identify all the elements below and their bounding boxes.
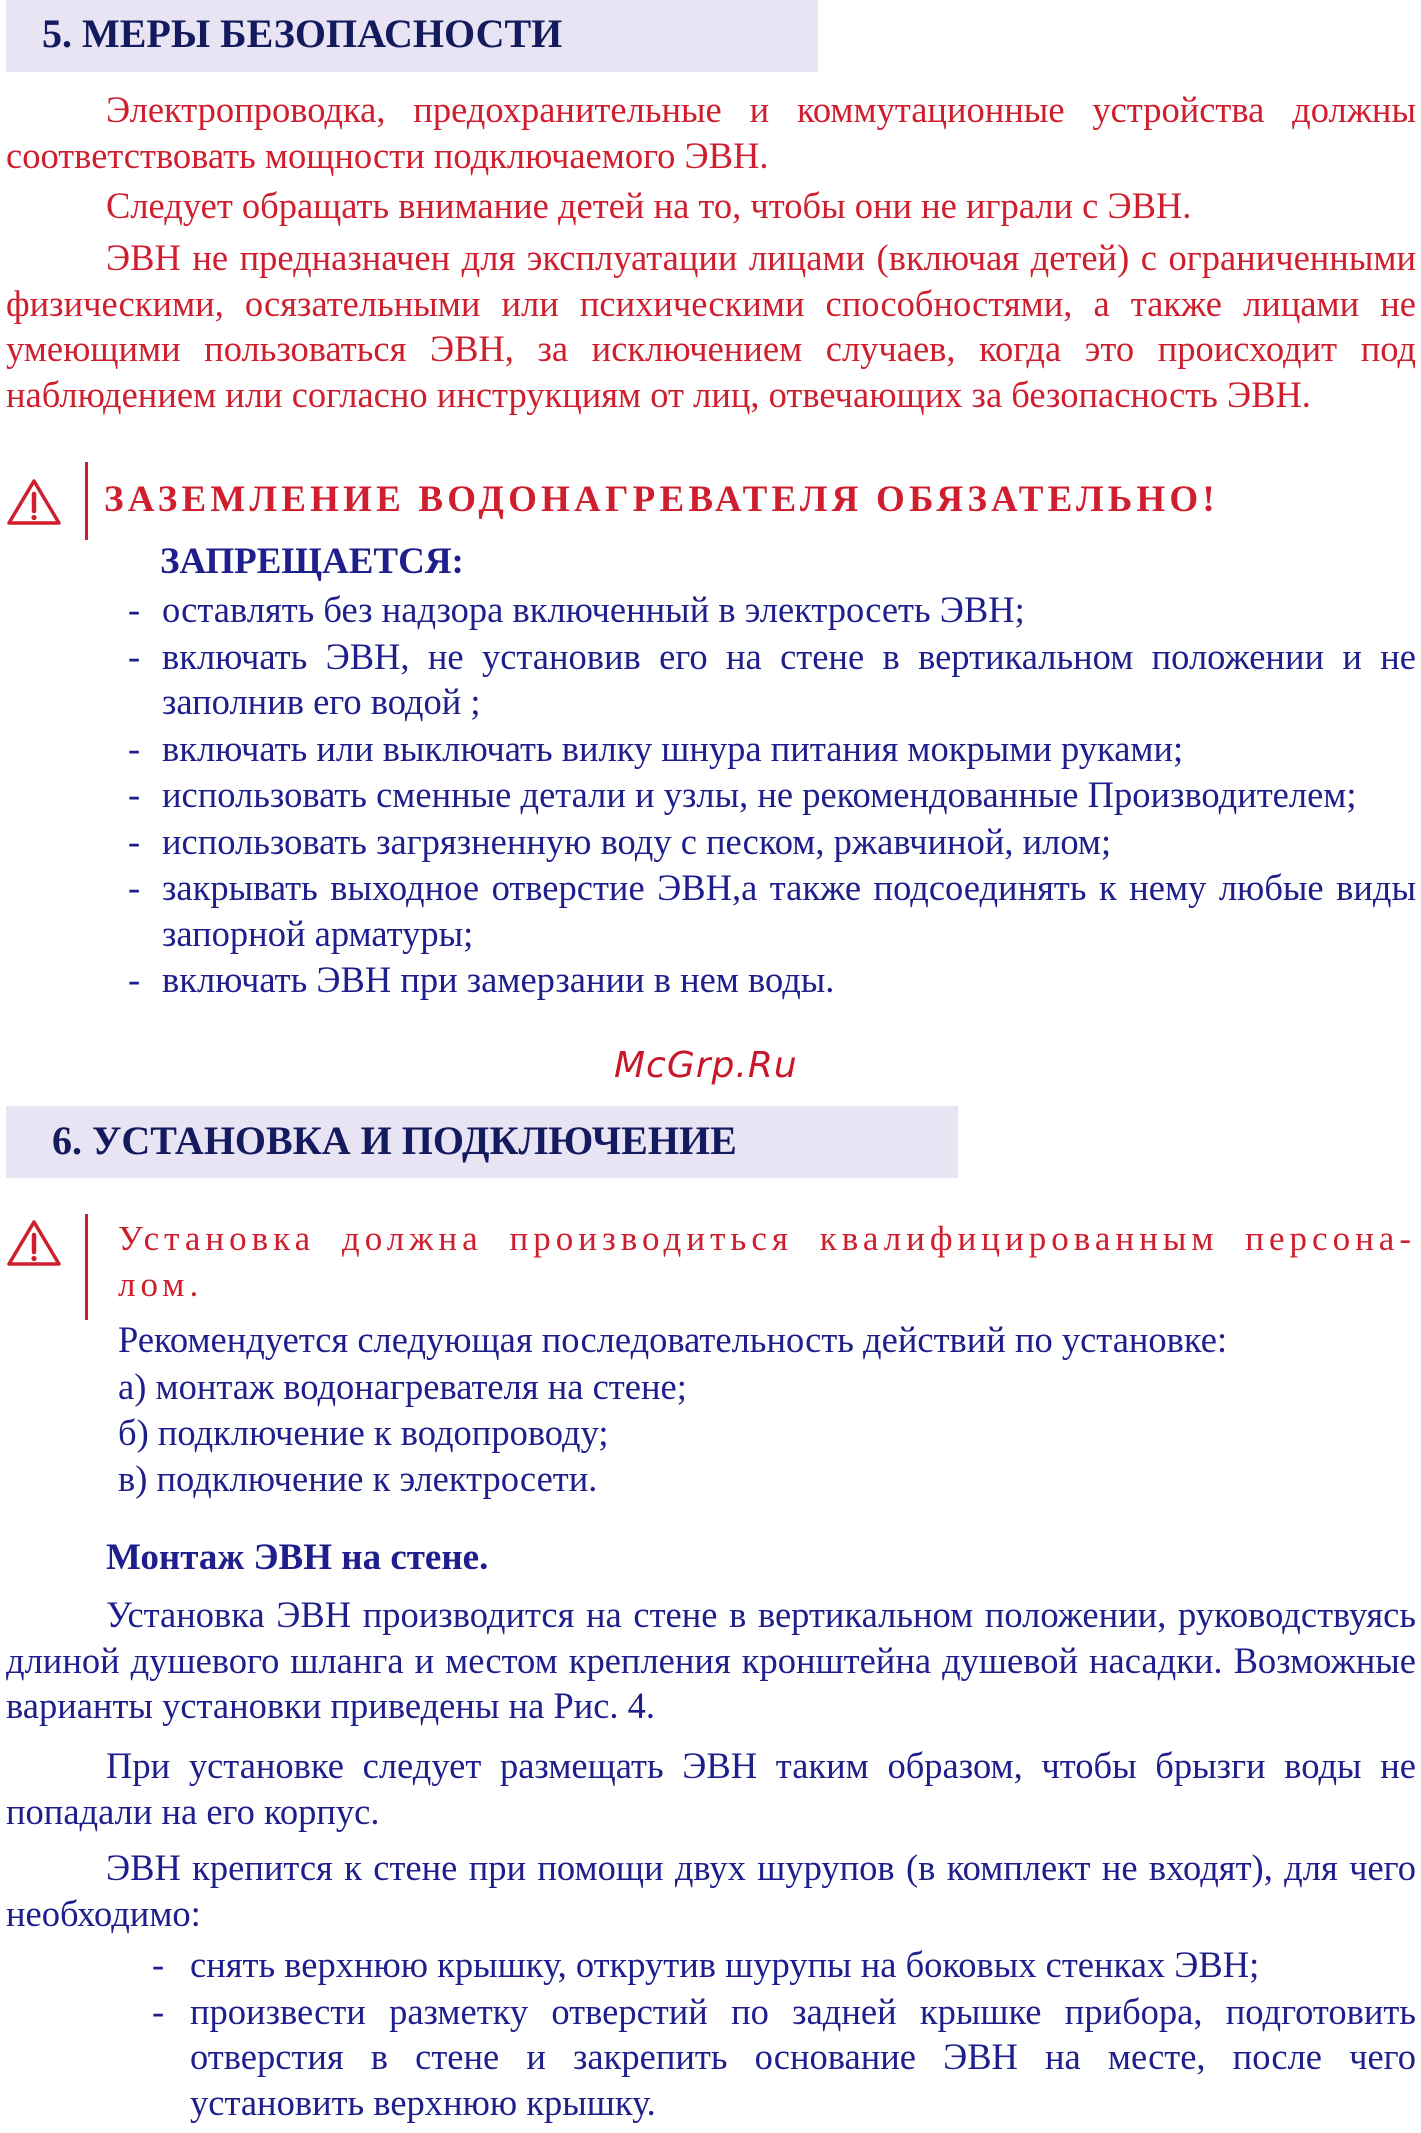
mount-paragraph-screws: ЭВН крепится к стене при помощи двух шурупов (в комплект не входят), для чего необходимо:	[6, 1847, 1416, 1934]
paragraph-wiring: Электропроводка, предохранительные и коммутационные устройства должны соответствовать мощности подключаемого ЭВН.	[6, 89, 1416, 176]
paragraph-children: Следует обращать внимание детей на то, чтобы они не играли с ЭВН.	[106, 185, 1192, 226]
step-item: а) монтаж водонагревателя на стене;	[118, 1366, 687, 1407]
step-item: б) подключение к водопроводу;	[118, 1412, 609, 1453]
list-item: - включать ЭВН при замерзании в нем воды.	[128, 959, 835, 1000]
grounding-warning: ЗАЗЕМЛЕНИЕ ВОДОНАГРЕВАТЕЛЯ ОБЯЗАТЕЛЬНО!	[104, 479, 1219, 520]
installation-warning-line-2: лом.	[118, 1265, 204, 1304]
warning-divider	[85, 1214, 88, 1320]
section-6-title: 6. УСТАНОВКА И ПОДКЛЮЧЕНИЕ	[52, 1118, 737, 1163]
step-item: в) подключение к электросети.	[118, 1458, 598, 1499]
section-6-header	[6, 1106, 958, 1178]
mount-title: Монтаж ЭВН на стене.	[106, 1537, 489, 1578]
list-item: - использовать сменные детали и узлы, не рекомендованные Производителем;	[128, 774, 1357, 815]
list-item: - использовать загрязненную воду с песком, ржавчиной, илом;	[128, 820, 1112, 862]
paragraph-restricted-persons: ЭВН не предназначен для эксплуатации лицами (включая детей) с ограниченными физическими, осязательными или психическими способностями, а также лицами не умеющими пользоваться ЭВН, за исключением случаев, когда это происходит под наблюдением или согласно инструкциям от лиц, отвечающих за безопасность ЭВН.	[6, 237, 1416, 415]
list-item: - включать или выключать вилку шнура питания мокрыми руками;	[128, 727, 1184, 769]
list-item: - произвести разметку отверстий по задней крышке прибора, подготовить отверстия в стене и закрепить основание ЭВН на месте, после чего установить верхнюю крышку.	[152, 1990, 1416, 2123]
warning-divider	[85, 462, 88, 540]
forbidden-title: ЗАПРЕЩАЕТСЯ:	[160, 541, 464, 582]
mount-paragraph-position: Установка ЭВН производится на стене в вертикальном положении, руководствуясь длиной душевого шланга и местом крепления кронштейна душевой насадки. Возможные варианты установки приведены на Рис. 4.	[6, 1594, 1416, 1726]
list-item: - снять верхнюю крышку, открутив шурупы на боковых стенках ЭВН;	[152, 1944, 1260, 1985]
list-item: - закрывать выходное отверстие ЭВН,а также подсоединять к нему любые виды запорной арматуры;	[128, 867, 1416, 954]
mount-paragraph-splash: При установке следует размещать ЭВН таким образом, чтобы брызги воды не попадали на его корпус.	[6, 1745, 1416, 1832]
section-5-header	[6, 0, 818, 72]
list-item: - включать ЭВН, не установив его на стене в вертикальном положении и не заполнив его водой ;	[128, 635, 1416, 722]
watermark: McGrp.Ru	[614, 1045, 798, 1086]
warning-triangle-icon	[6, 478, 62, 526]
installation-warning-line-1: Установка должна производиться квалифицированным персона-	[118, 1219, 1416, 1258]
warning-triangle-icon	[6, 1219, 62, 1267]
mount-steps-list	[152, 1942, 1416, 2125]
recommend-text: Рекомендуется следующая последовательность действий по установке:	[118, 1319, 1228, 1360]
forbidden-list	[128, 587, 1416, 1003]
section-5-title: 5. МЕРЫ БЕЗОПАСНОСТИ	[42, 11, 563, 56]
list-item: - оставлять без надзора включенный в электросеть ЭВН;	[128, 589, 1025, 630]
